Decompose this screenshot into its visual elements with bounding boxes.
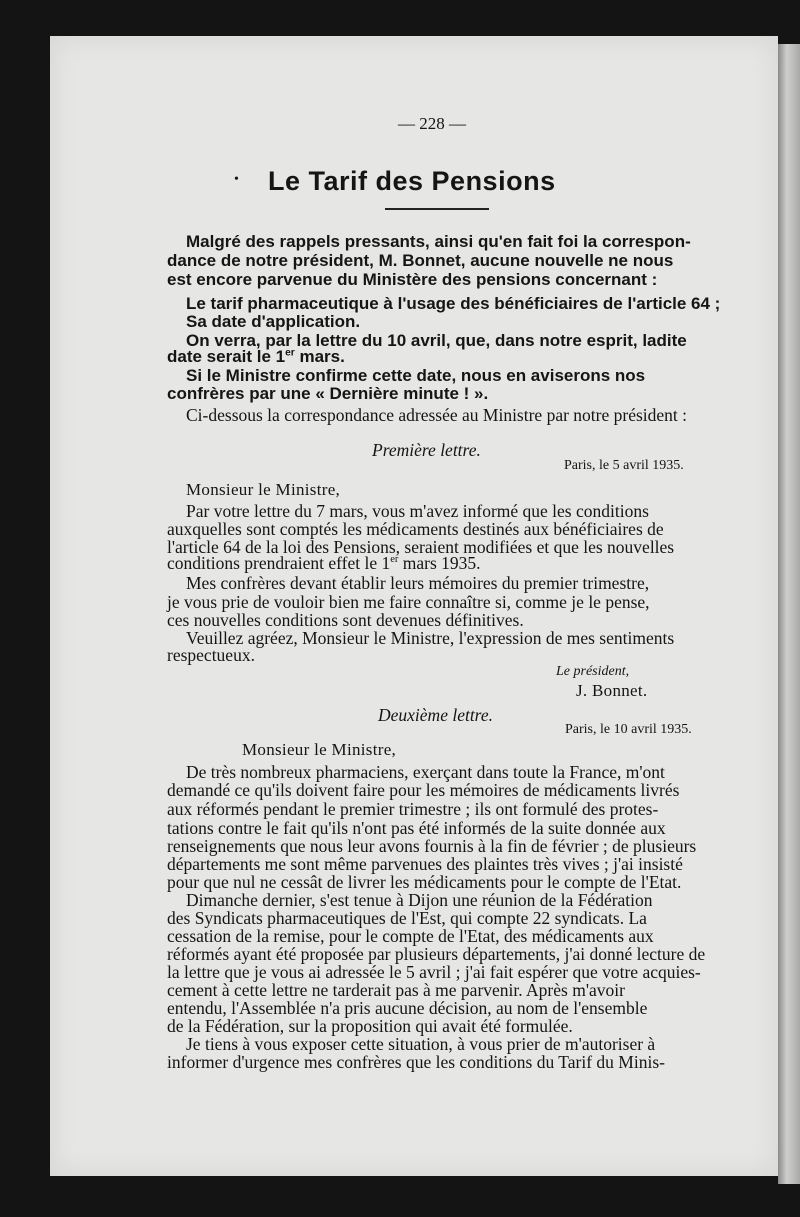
letter2-line: tations contre le fait qu'ils n'ont pas été informés de la suite donnée aux [167,818,666,838]
letter1-line: l'article 64 de la loi des Pensions, seraient modifiées et que les nouvelles [167,537,675,557]
page-number: — 228 — [398,114,466,133]
letter2-line: demandé ce qu'ils doivent faire pour les mémoires de médicaments livrés [167,780,680,800]
page-edge [778,44,800,1184]
letter1-date: Paris, le 5 avril 1935. [564,458,684,473]
letter2-line: cessation de la remise, pour le compte de l'Etat, des médicaments aux [167,926,654,946]
letter1-line: Par votre lettre du 7 mars, vous m'avez informé que les conditions [186,501,649,521]
intro-line: date serait le 1er mars. [167,347,345,366]
letter2-salutation: Monsieur le Ministre, [242,740,397,759]
letter2-line: entendu, l'Assemblée n'a pris aucune décision, au nom de l'ensemble [167,998,648,1018]
letter2-line: pour que nul ne cessât de livrer les médicaments pour le compte de l'Etat. [167,872,682,892]
letter1-signature-title: Le président, [556,664,630,679]
letter2-line: informer d'urgence mes confrères que les conditions du Tarif du Minis- [167,1052,665,1072]
letter2-line: De très nombreux pharmaciens, exerçant dans toute la France, m'ont [186,762,665,782]
letter1-line: Veuillez agréez, Monsieur le Ministre, l'expression de mes sentiments [186,628,675,648]
letter1-salutation: Monsieur le Ministre, [186,480,341,499]
letter2-line: cement à cette lettre ne tarderait pas à me parvenir. Après m'avoir [167,980,625,1000]
intro-line: Si le Ministre confirme cette date, nous en aviserons nos [186,366,646,385]
intro-line: Le tarif pharmaceutique à l'usage des bénéficiaires de l'article 64 ; [186,294,721,313]
letter2-line: Dimanche dernier, s'est tenue à Dijon une réunion de la Fédération [186,890,653,910]
letter1-signature-name: J. Bonnet. [576,681,648,700]
intro-line: Malgré des rappels pressants, ainsi qu'en fait foi la correspon- [186,232,691,251]
letter2-date: Paris, le 10 avril 1935. [565,722,692,737]
letter2-heading: Deuxième lettre. [378,705,493,725]
intro-line: On verra, par la lettre du 10 avril, que, dans notre esprit, ladite [186,331,687,350]
letter1-heading: Première lettre. [372,440,481,460]
intro-line: Ci-dessous la correspondance adressée au Ministre par notre président : [186,405,688,425]
letter1-line: ces nouvelles conditions sont devenues définitives. [167,610,524,630]
letter1-line: auxquelles sont comptés les médicaments destinés aux bénéficiaires de [167,519,664,539]
letter2-line: des Syndicats pharmaceutiques de l'Est, qui compte 22 syndicats. La [167,908,647,928]
letter1-line: je vous prie de vouloir bien me faire connaître si, comme je le pense, [167,592,650,612]
letter1-line: conditions prendraient effet le 1er mars 1935. [167,553,481,573]
letter2-line: renseignements que nous leur avons fournis à la fin de février ; de plusieurs [167,836,697,856]
letter2-line: de la Fédération, sur la proposition qui avait été formulée. [167,1016,573,1036]
letter2-line: Je tiens à vous exposer cette situation, à vous prier de m'autoriser à [186,1034,656,1054]
letter1-line: Mes confrères devant établir leurs mémoires du premier trimestre, [186,573,650,593]
title-divider [385,208,489,210]
title-bullet: • [234,172,239,187]
intro-line: Sa date d'application. [186,312,361,331]
letter1-line: respectueux. [167,645,255,665]
letter2-line: aux réformés pendant le premier trimestre ; ils ont formulé des protes- [167,799,659,819]
intro-line: dance de notre président, M. Bonnet, aucune nouvelle ne nous [167,251,674,270]
letter2-line: la lettre que je vous ai adressée le 5 avril ; j'ai fait espérer que votre acquies- [167,962,701,982]
letter2-line: départements me sont même parvenues des plaintes très vives ; j'ai insisté [167,854,683,874]
intro-line: confrères par une « Dernière minute ! ». [167,384,489,403]
letter2-line: réformés ayant été proposée par plusieurs départements, j'ai donné lecture de [167,944,706,964]
intro-line: est encore parvenue du Ministère des pensions concernant : [167,270,658,289]
article-title: Le Tarif des Pensions [268,166,556,196]
